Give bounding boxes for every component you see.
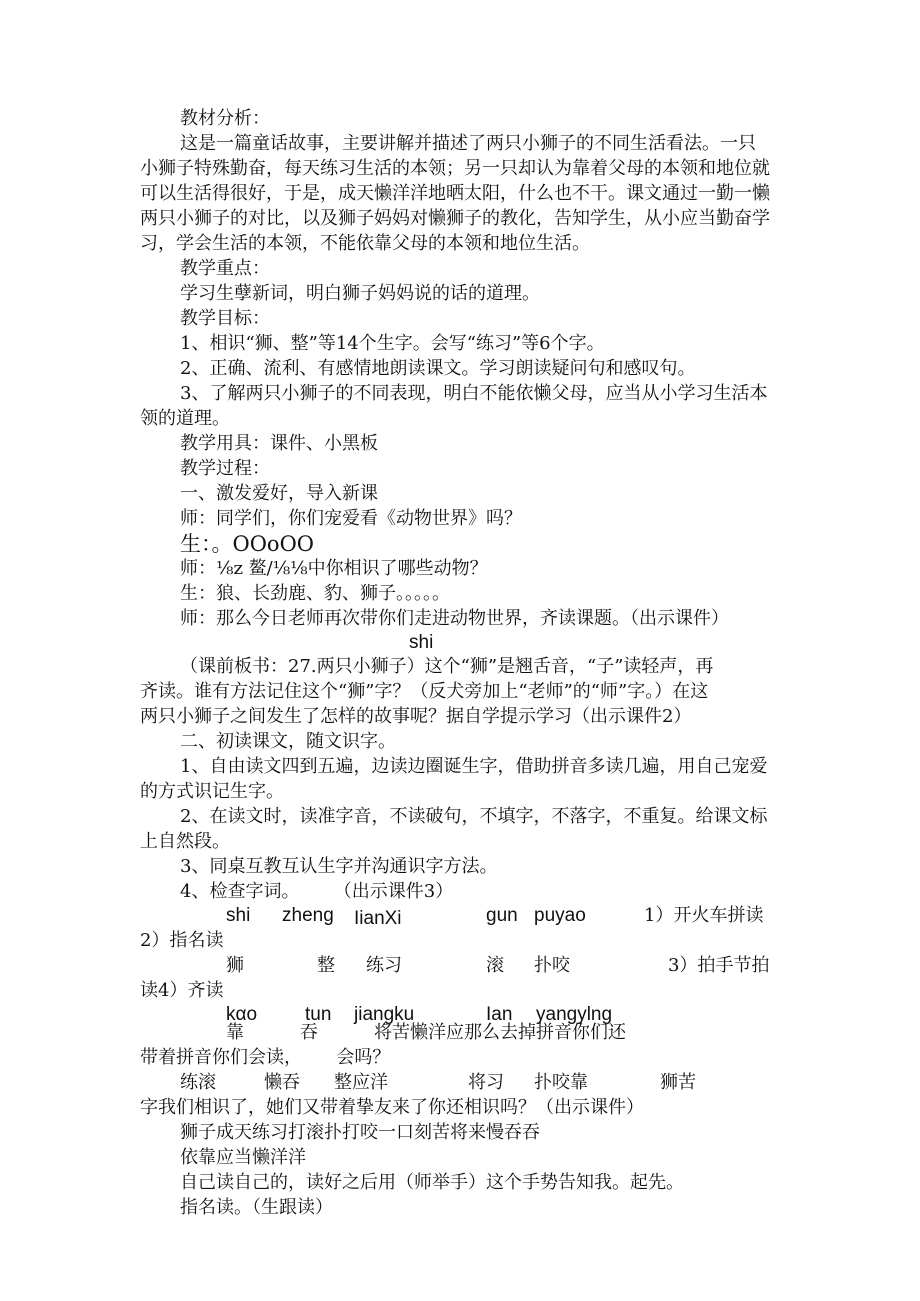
reading-method: 1）开火车拼读 xyxy=(644,905,764,926)
objective-line: 1、相识“狮、整”等14个生字。会写“练习”等6个字。 xyxy=(180,333,605,354)
reading-method: 3）拍手节拍 xyxy=(668,955,770,976)
pinyin-word: yangylng xyxy=(536,1004,613,1025)
body-line: （课前板书：27.两只小狮子）这个“狮”是翘舌音，“子”读轻声，再 xyxy=(180,656,714,677)
character: 滚 xyxy=(486,955,504,976)
key-points-line: 学习生孽新词，明白狮子妈妈说的话的道理。 xyxy=(180,283,540,304)
analysis-line: 习，学会生活的本领，不能依靠父母的本领和地位生活。 xyxy=(140,233,590,254)
word-pair: 将习 xyxy=(468,1072,504,1093)
analysis-line: 小狮子特殊勤奋，每天练习生活的本领；另一只却认为靠着父母的本领和地位就 xyxy=(140,158,770,179)
dialogue-line: 师：⅛z 鳌/⅛⅛中你相识了哪些动物？ xyxy=(180,558,488,579)
body-line: 带着拼音你们会读， 会吗？ xyxy=(140,1047,391,1068)
body-line: 依靠应当懒洋洋 xyxy=(180,1147,306,1168)
character: 扑咬 xyxy=(534,955,570,976)
dialogue-line: 师：那么今日老师再次带你们走进动物世界，齐读课题。（出示课件） xyxy=(180,608,729,629)
character: 吞 xyxy=(300,1022,318,1043)
body-line: 2、在读文时，读准字音，不读破句，不填字，不落字，不重复。给课文标 xyxy=(180,806,768,827)
dialogue-line: 师：同学们，你们宠爱看《动物世界》吗？ xyxy=(180,508,522,529)
word-pair: 整应洋 xyxy=(334,1072,388,1093)
character: 狮 xyxy=(226,955,244,976)
body-line: 狮子成天练习打滚扑打咬一口刻苦将来慢吞吞 xyxy=(180,1122,540,1143)
body-line: 字我们相识了，她们又带着挚友来了你还相识吗？（出示课件） xyxy=(140,1097,644,1118)
heading-textbook-analysis: 教材分析： xyxy=(180,108,270,129)
pinyin-word: shi xyxy=(226,905,251,926)
objective-line: 3、了解两只小狮子的不同表现，明白不能依懒父母，应当从小学习生活本 xyxy=(180,383,768,404)
character: 整 xyxy=(317,955,335,976)
pinyin-word: kαo xyxy=(226,1004,258,1025)
character: 练习 xyxy=(366,955,402,976)
dialogue-line: 生：狼、长劲鹿、豹、狮子。。。。。 xyxy=(180,583,450,604)
word-pair: 懒吞 xyxy=(264,1072,300,1093)
pinyin-word: IianXi xyxy=(354,908,402,929)
pinyin-word: Ian xyxy=(486,1004,513,1025)
body-line: 两只小狮子之间发生了怎样的故事呢？据自学提示学习（出示课件2） xyxy=(140,706,692,727)
pinyin-word: gun xyxy=(486,905,518,926)
objective-line: 2、正确、流利、有感情地朗读课文。学习朗读疑问句和感叹句。 xyxy=(180,358,696,379)
body-line: 上自然段。 xyxy=(140,831,230,852)
word-pair: 练滚 xyxy=(180,1072,216,1093)
body-line: 指名读。（生跟读） xyxy=(180,1197,333,1218)
analysis-line: 可以生活得很好，于是，成天懒洋洋地晒太阳，什么也不干。课文通过一勤一懒 xyxy=(140,183,770,204)
body-line: 自己读自己的，读好之后用（师举手）这个手势告知我。起先。 xyxy=(180,1172,684,1193)
reading-method: 2）指名读 xyxy=(140,930,224,951)
word-pair: 扑咬靠 xyxy=(534,1072,588,1093)
dialogue-line: 生：。OOoOO xyxy=(180,532,315,556)
pinyin-word: jiangku xyxy=(354,1004,415,1025)
process-section-2: 二、初读课文，随文识字。 xyxy=(180,731,396,752)
pinyin-shi: shi xyxy=(409,632,434,653)
body-line: 4、检查字词。 （出示课件3） xyxy=(180,881,454,902)
body-line: 3、同桌互教互认生字并沟通识字方法。 xyxy=(180,856,498,877)
body-line: 将苦懒洋应那么去掉拼音你们还 xyxy=(374,1022,626,1043)
body-line: 齐读。谁有方法记住这个“狮”字？（反犬旁加上“老师”的“师”字。）在这 xyxy=(140,681,709,702)
teaching-tools: 教学用具：课件、小黑板 xyxy=(180,433,378,454)
pinyin-word: zheng xyxy=(282,905,334,926)
heading-key-points: 教学重点： xyxy=(180,258,270,279)
character: 靠 xyxy=(226,1022,244,1043)
analysis-line: 这是一篇童话故事，主要讲解并描述了两只小狮子的不同生活看法。一只 xyxy=(180,133,756,154)
body-line: 1、自由读文四到五遍，边读边圈诞生字，借助拼音多读几遍，用自己宠爱 xyxy=(180,756,768,777)
reading-method: 读4）齐读 xyxy=(140,980,224,1001)
objective-line: 领的道理。 xyxy=(140,408,230,429)
body-line: 的方式识记生字。 xyxy=(140,781,284,802)
analysis-line: 两只小狮子的对比，以及狮子妈妈对懒狮子的教化，告知学生，从小应当勤奋学 xyxy=(140,208,770,229)
process-section-1: 一、激发爱好，导入新课 xyxy=(180,483,378,504)
word-pair: 狮苦 xyxy=(660,1072,696,1093)
pinyin-word: tun xyxy=(305,1004,332,1025)
pinyin-word: puyao xyxy=(534,905,586,926)
heading-process: 教学过程： xyxy=(180,458,270,479)
heading-objectives: 教学目标： xyxy=(180,308,270,329)
